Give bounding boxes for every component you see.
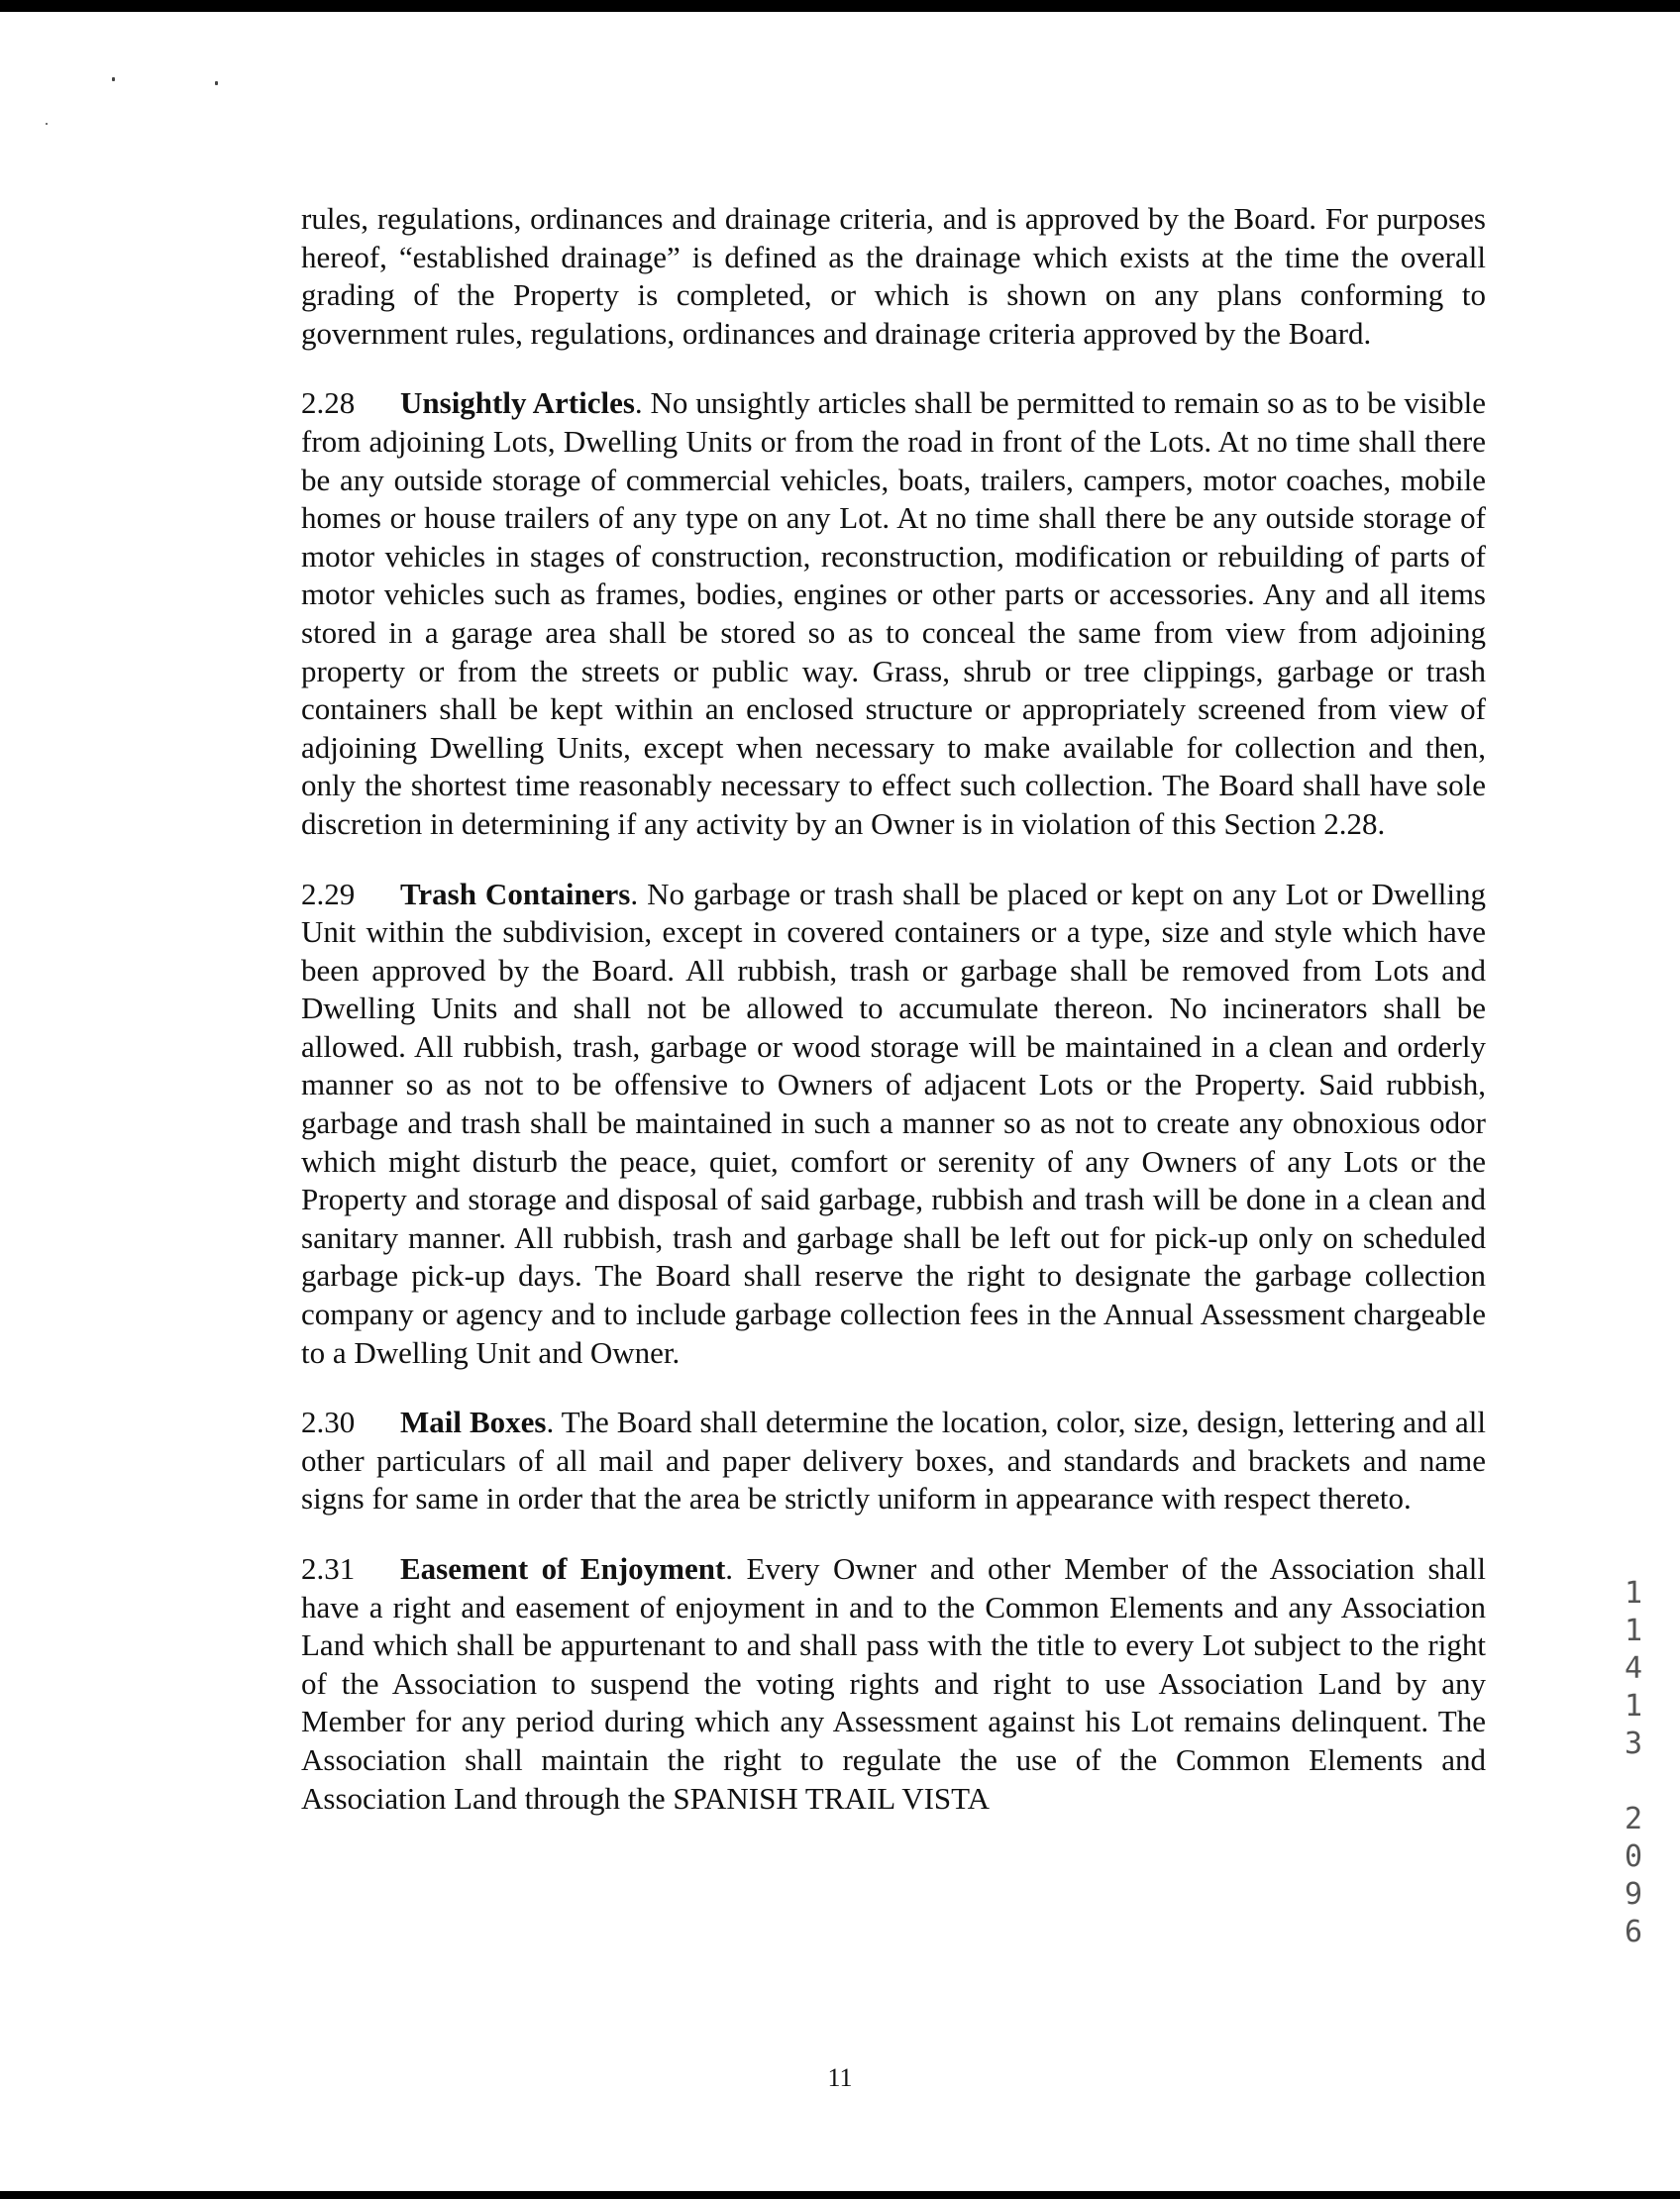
section-text: . No garbage or trash shall be placed or kept on any Lot or Dwelling Unit within the subdivision, except in covered containers or a type, size and style which have been approved by the Board. All rubbish, trash or garbage shall be removed from Lots and Dwelling Units and shall not be allowed to accumulate thereon. No incinerators shall be allowed. All rubbish, trash, garbage or wood storage will be maintained in a clean and orderly manner so as not to be offensive to Owners of adjacent Lots or the Property. Said rubbish, garbage and trash shall be maintained in such a manner so as not to create any obnoxious odor which might disturb the peace, quiet, comfort or serenity of any Owners of any Lots or the Property and storage and disposal of said garbage, rubbish and trash will be done in a clean and sanitary manner. All rubbish, trash and garbage shall be left out for pick-up only on scheduled garbage pick-up days. The Board shall reserve the right to designate the garbage collection company or agency and to include garbage collection fees in the Annual Assessment chargeable to a Dwelling Unit and Owner.	[301, 876, 1487, 1370]
stamp-digit: 9	[1624, 1877, 1643, 1912]
scan-speck	[215, 81, 218, 85]
section-2-31	[301, 1550, 1486, 1818]
bottom-scan-border	[0, 2191, 1680, 2199]
stamp-digit: 1	[1624, 1614, 1643, 1648]
section-title: Trash Containers	[400, 876, 631, 911]
section-2-28	[301, 384, 1486, 843]
section-2-29	[301, 876, 1486, 1373]
section-text: . Every Owner and other Member of the Association shall have a right and easement of enjoyment in and to the Common Elements and any Association Land which shall be appurtenant to and shall pass with the title to every Lot subject to the right of the Association to suspend the voting rights and right to use Association Land by any Member for any period during which any Assessment against his Lot remains delinquent. The Association shall maintain the right to regulate the use of the Common Elements and Association Land through the SPANISH TRAIL VISTA	[301, 1551, 1486, 1816]
scan-speck	[112, 77, 115, 81]
section-number: 2.28	[301, 385, 356, 421]
page-number: 11	[827, 2063, 853, 2092]
paragraph-continuation	[301, 200, 1486, 353]
top-scan-border	[0, 0, 1680, 12]
stamp-digit: 4	[1624, 1651, 1643, 1686]
section-number: 2.30	[301, 1405, 356, 1440]
stamp-digit: 3	[1624, 1727, 1643, 1761]
section-title: Unsightly Articles	[400, 385, 635, 421]
section-title: Mail Boxes	[400, 1405, 547, 1440]
section-text: . No unsightly articles shall be permitted to remain so as to be visible from adjoining Lots, Dwelling Units or from the road in front of the Lots. At no time shall there be any outside storage of commercial vehicles, boats, trailers, campers, motor coaches, mobile homes or house trailers of any type on any Lot. At no time shall there be any outside storage of motor vehicles in stages of construction, reconstruction, modification or rebuilding of parts of motor vehicles such as frames, bodies, engines or other parts or accessories. Any and all items stored in a garage area shall be stored so as to conceal the same from view from adjoining property or from the streets or public way. Grass, shrub or tree clippings, garbage or trash containers shall be kept within an enclosed structure or appropriately screened from view of adjoining Dwelling Units, except when necessary to make available for collection and then, only the shortest time reasonably necessary to effect such collection. The Board shall have sole discretion in determining if any activity by an Owner is in violation of this Section 2.28.	[301, 385, 1486, 841]
document-id-stamp	[1617, 1575, 1650, 1951]
stamp-gap	[1617, 1763, 1650, 1801]
scan-speck	[46, 123, 48, 125]
stamp-digit: 1	[1624, 1689, 1643, 1724]
paragraph-text: rules, regulations, ordinances and drainage criteria, and is approved by the Board. For purposes hereof, “established drainage” is defined as the drainage which exists at the time the overall grading of the Property is completed, or which is shown on any plans conforming to government rules, regulations, ordinances and drainage criteria approved by the Board.	[301, 201, 1486, 351]
section-2-30	[301, 1404, 1486, 1518]
stamp-digit: 6	[1624, 1915, 1643, 1949]
stamp-digit: 0	[1624, 1839, 1643, 1874]
document-body	[301, 200, 1486, 1849]
stamp-digit: 2	[1624, 1802, 1643, 1836]
section-number: 2.29	[301, 876, 356, 911]
section-number: 2.31	[301, 1551, 356, 1586]
stamp-digit: 1	[1624, 1576, 1643, 1611]
section-title: Easement of Enjoyment	[400, 1551, 726, 1586]
section-text: . The Board shall determine the location, color, size, design, lettering and all other particulars of all mail and paper delivery boxes, and standards and brackets and name signs for same in order that the area be strictly uniform in appearance with respect thereto.	[301, 1405, 1486, 1517]
